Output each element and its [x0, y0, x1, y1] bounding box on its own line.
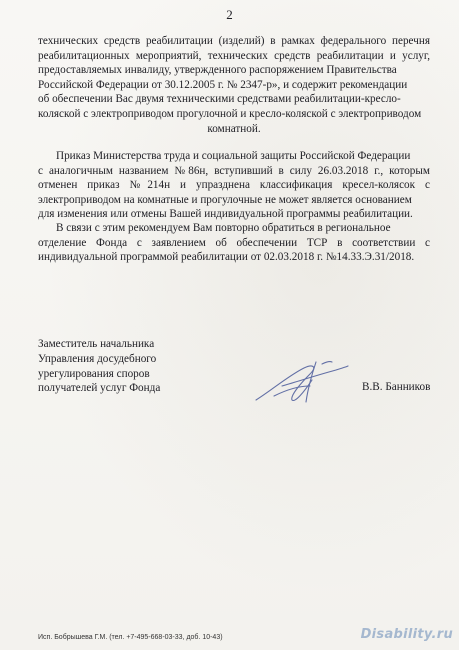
text-line: предоставляемых инвалиду, утвержденного распоряжением Правительства [38, 64, 397, 77]
signer-title-line: получателей услуг Фонда [38, 382, 161, 395]
watermark-logo: Disability.ru [360, 627, 453, 642]
paragraph-ipr-recommendation [38, 34, 430, 136]
text-line: В связи с этим рекомендуем Вам повторно обратиться в региональное [56, 222, 391, 234]
text-line: отменен приказ №214н и упразднена классификация кресел-колясок с [38, 179, 430, 192]
signer-title-line: Заместитель начальника [38, 338, 155, 350]
text-line: технических средств реабилитации (изделий) в рамках федерального перечня [38, 35, 430, 47]
text-line: об обеспечении Вас двумя техническими средствами реабилитации-кресло- [38, 93, 401, 106]
text-line: Приказ Министерства труда и социальной защиты Российской Федерации [56, 150, 411, 162]
text-line: индивидуальной программой реабилитации от 02.03.2018 г. №14.33.Э.31/2018. [38, 251, 415, 264]
text-line: комнатной. [207, 122, 261, 135]
text-line: коляской с электроприводом прогулочной и кресло-коляской с электроприводом [38, 107, 422, 120]
paragraph-ministry-order [38, 149, 430, 222]
signer-title [38, 337, 160, 396]
text-line: реабилитационных мероприятий, технических средств реабилитации и услуг, [38, 49, 430, 62]
text-line: Российской Федерации от 30.12.2005 г. № 2347-р», и содержит рекомендации [38, 78, 408, 91]
paragraph-recommendation [38, 221, 430, 265]
signer-name: В.В. Банников [362, 381, 431, 393]
text-line: для изменения или отмены Вашей индивидуальной программы реабилитации. [38, 208, 413, 221]
text-line: отделение Фонда с заявлением об обеспечении ТСР в соответствии с [38, 236, 430, 249]
page-number: 2 [226, 7, 233, 22]
signer-title-line: урегулирования споров [38, 367, 150, 380]
text-line: с аналогичным названием №86н, вступивший в силу 26.03.2018 г., которым [38, 164, 430, 177]
text-line: электроприводом на комнатные и прогулочные не может является основанием [38, 193, 412, 206]
handwritten-signature [252, 356, 352, 408]
executor-footnote: Исп. Бобрышева Г.М. (тел. +7-495-668-03-33, доб. 10-43) [38, 634, 223, 641]
signer-title-line: Управления досудебного [38, 352, 157, 365]
